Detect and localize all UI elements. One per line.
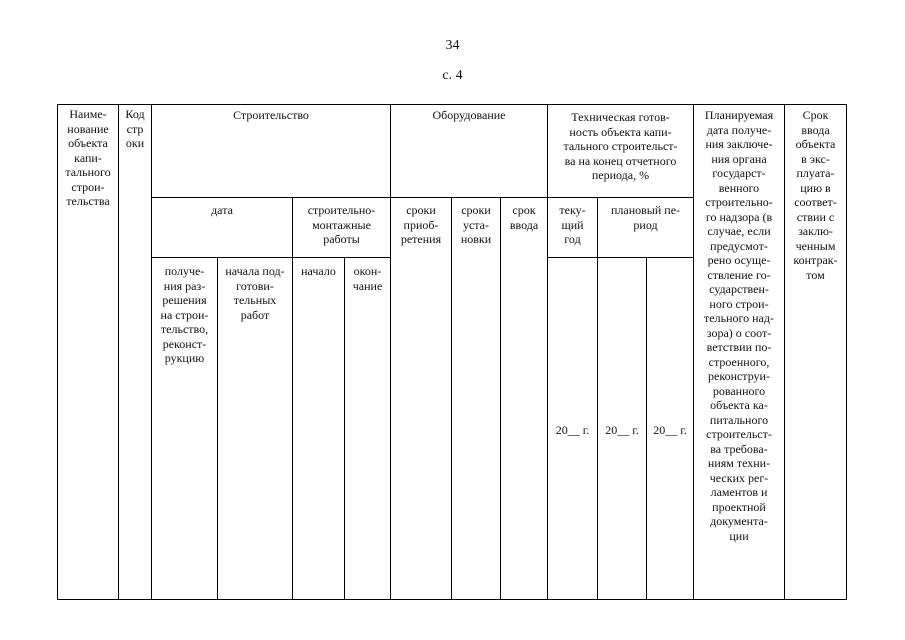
col-line: [118, 104, 119, 600]
col-line: [451, 198, 452, 600]
report-table: [57, 104, 847, 600]
row-line: [151, 257, 391, 258]
header-planned-conclusion-date: Планируемая дата получе- ния заключе- ния органа государст- венного строительно- го надзора (в случае, если предусмот- рено осуще- ствление го- сударствен- ного строи- тельного над- зора) о соот- ветствии по- строенного, реконструи- рованного объекта ка- питального строительст- ва требова- ниям техни- ческих рег- ламентов и проектной документа- ции: [704, 108, 774, 543]
header-preparatory-works: начала под- готови- тельных работ: [225, 264, 285, 322]
header-equipment: Оборудование: [432, 108, 506, 122]
header-construction-works: строительно- монтажные работы: [307, 203, 376, 246]
col-line: [390, 104, 391, 600]
header-commission-date: срок ввода: [509, 203, 539, 232]
header-current-year: теку- щий год: [559, 203, 586, 246]
sheet-label: с. 4: [442, 68, 463, 83]
col-line: [344, 258, 345, 600]
col-line: [500, 198, 501, 600]
header-date: дата: [211, 203, 233, 217]
header-acquisition-terms: сроки приоб- ретения: [400, 203, 442, 246]
year-current: 20__ г.: [555, 423, 590, 437]
header-start: начало: [301, 264, 336, 278]
year-plan-2: 20__ г.: [653, 423, 687, 437]
row-line: [151, 197, 694, 198]
header-construction: Строительство: [233, 108, 309, 122]
header-commission-term: Срок ввода объекта в экс- плуата- цию в соответ- ствии с заклю- ченным контрак- том: [793, 108, 838, 282]
col-line: [597, 198, 598, 600]
row-line: [57, 104, 847, 105]
col-line: [846, 104, 847, 600]
page-number: 34: [445, 38, 460, 53]
row-line: [57, 599, 847, 600]
header-plan-period: плановый пе- риод: [610, 203, 681, 232]
header-row-code: Код стр оки: [125, 107, 145, 150]
header-installation-terms: сроки уста- новки: [460, 203, 492, 246]
header-technical-readiness: Техническая готов- ность объекта капи- тального строительст- ва на конец отчетного периода, %: [563, 110, 678, 182]
header-end: окон- чание: [352, 264, 383, 293]
col-line: [292, 198, 293, 600]
row-line: [547, 257, 694, 258]
header-permit-date: получе- ния раз- решения на строи- тельство, реконст- рукцию: [160, 264, 209, 365]
header-object-name: Наиме- нование объекта капи- тального строи- тельства: [65, 107, 111, 208]
year-plan-1: 20__ г.: [605, 423, 639, 437]
